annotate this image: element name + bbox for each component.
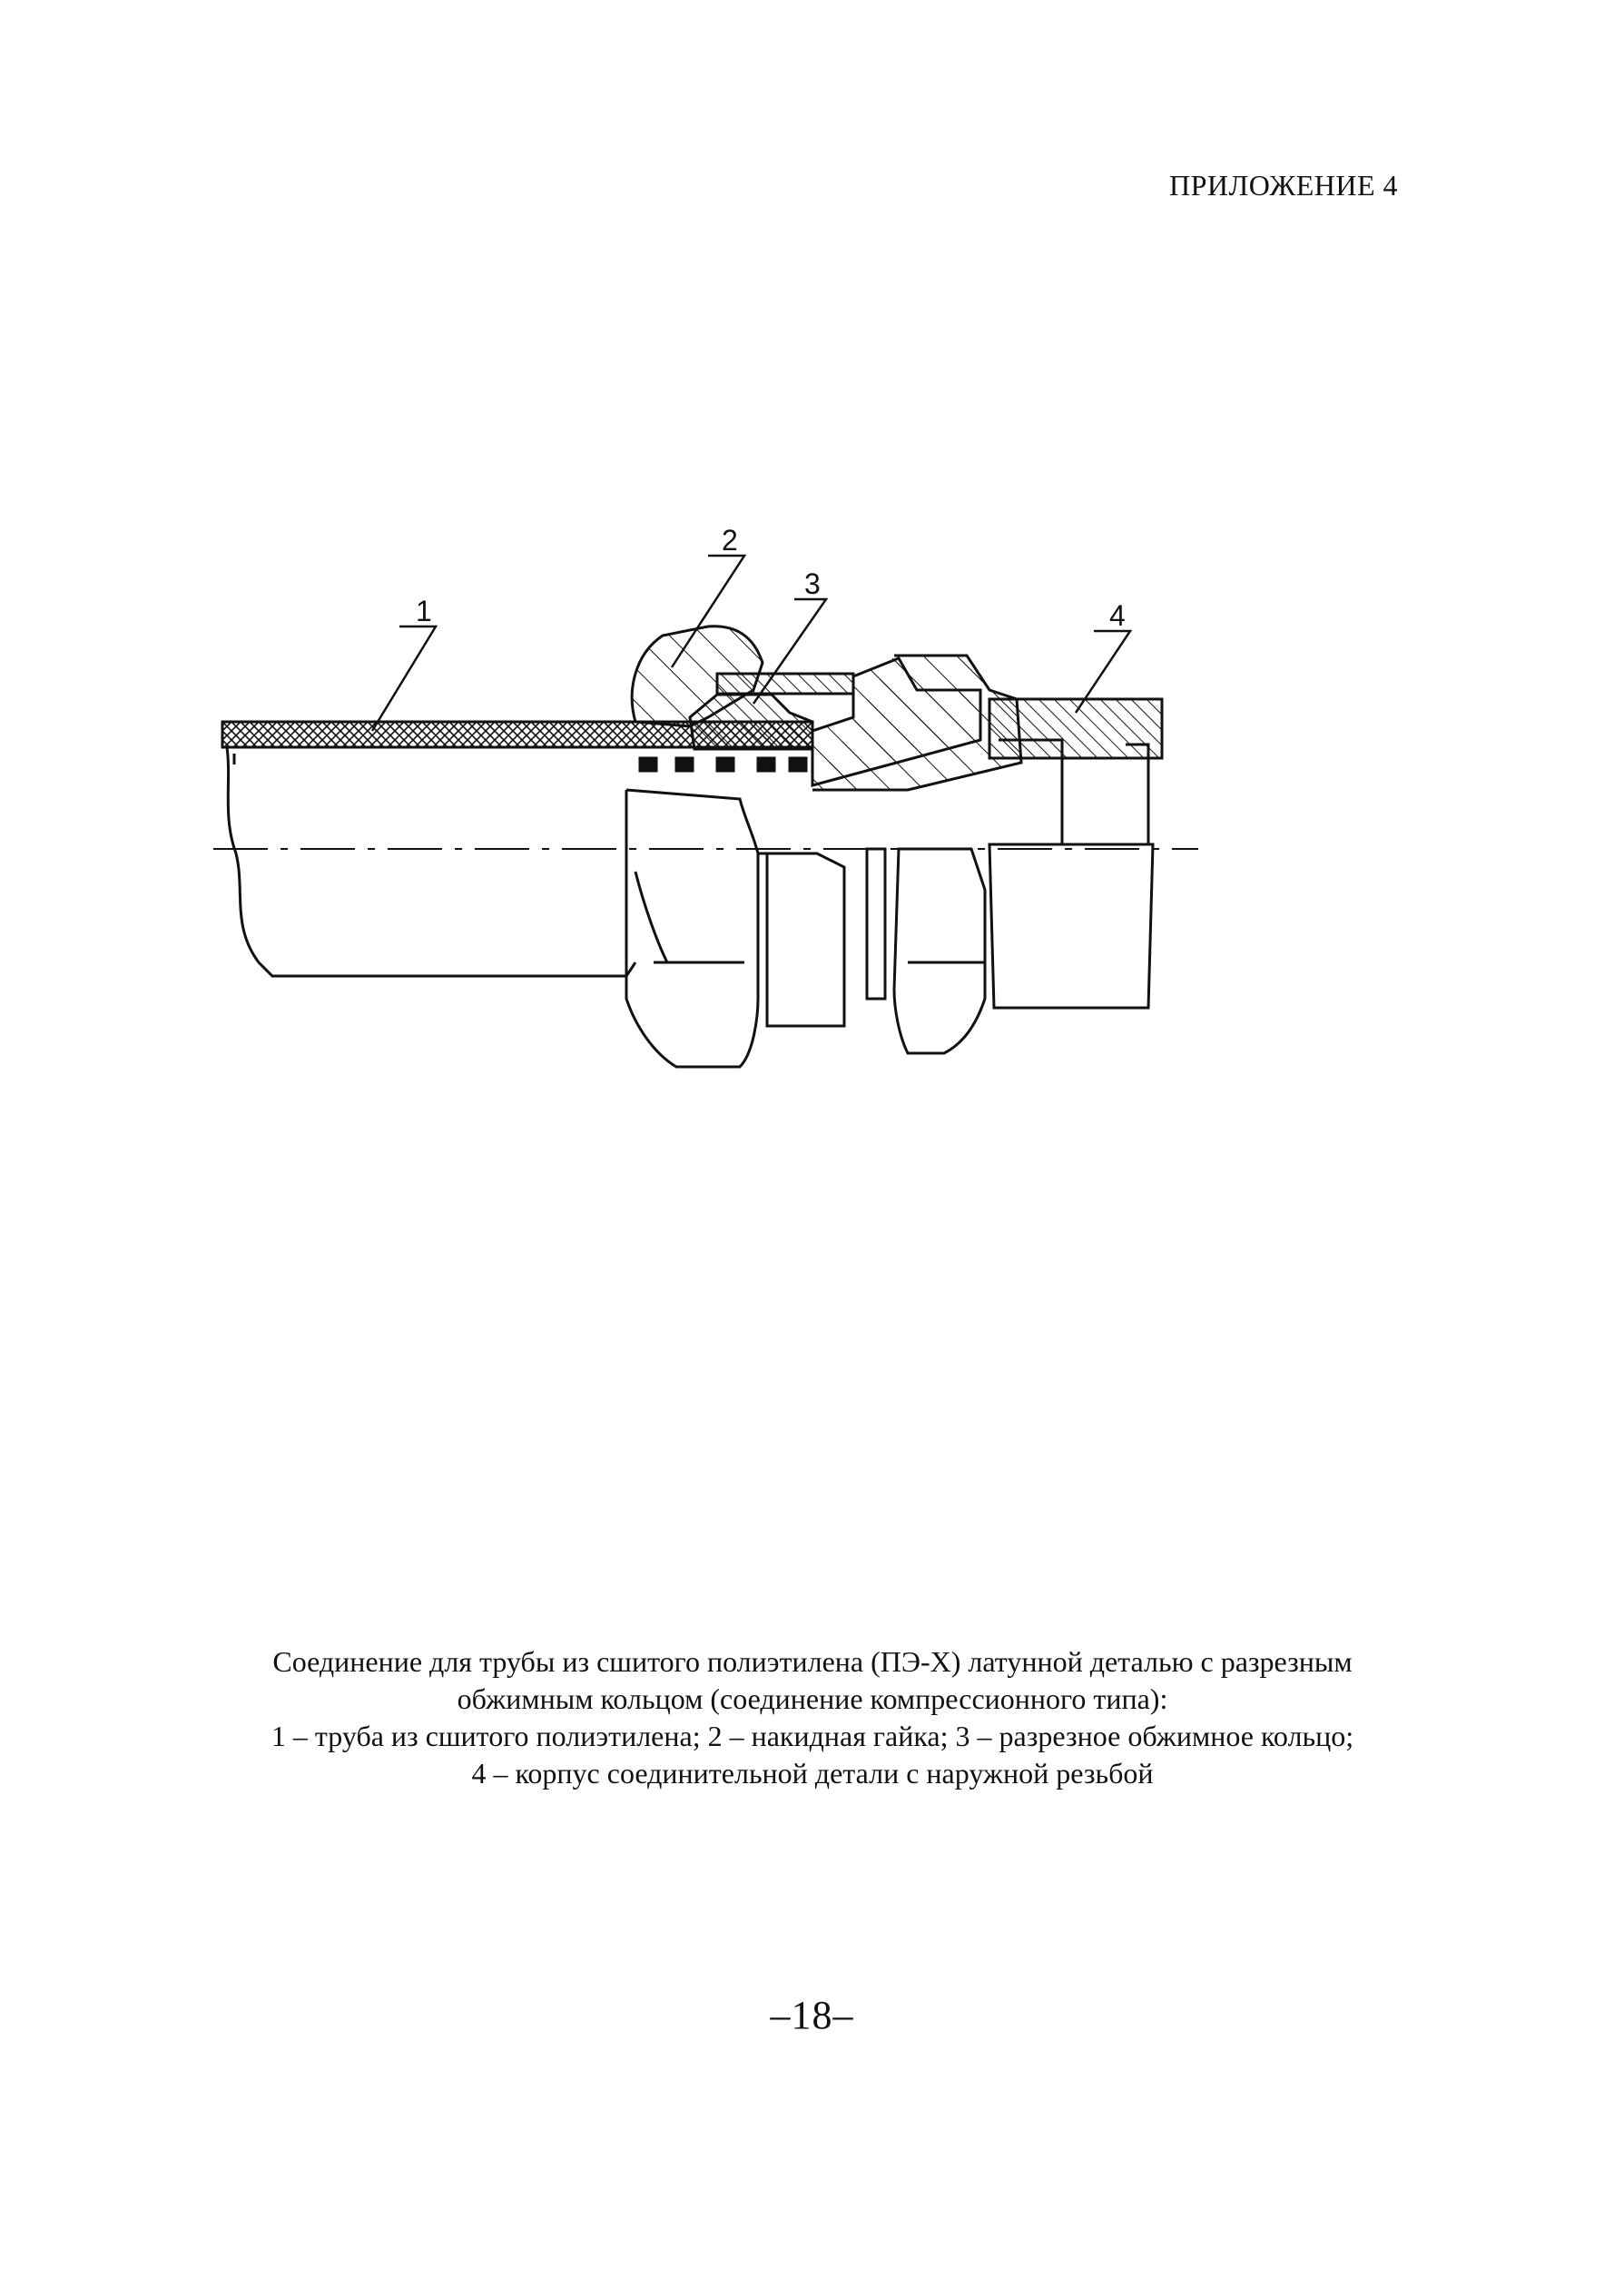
appendix-label: ПРИЛОЖЕНИЕ 4 — [1168, 169, 1398, 202]
caption-line-4: 4 – корпус соединительной детали с наружной резьбой — [471, 1757, 1154, 1790]
union-nut-hex — [626, 790, 758, 1067]
fitting-body — [758, 656, 1162, 1053]
leader-1 — [372, 626, 436, 731]
callout-1: 1 — [416, 595, 432, 627]
body-hex — [894, 849, 985, 1053]
callout-4: 4 — [1109, 599, 1126, 632]
callout-2: 2 — [722, 524, 738, 557]
caption-line-1: Соединение для трубы из сшитого полиэтилена (ПЭ-Х) латунной деталью с разрезным — [272, 1645, 1353, 1678]
figure-caption — [163, 1643, 1462, 1792]
body-collar — [758, 853, 844, 1026]
callout-3: 3 — [804, 567, 821, 600]
page-number: –18– — [770, 1993, 854, 2037]
pipe-body-outline — [227, 747, 635, 976]
caption-line-2: обжимным кольцом (соединение компрессионного типа): — [457, 1682, 1168, 1715]
body-thread-outline — [989, 844, 1153, 1008]
caption-line-3: 1 – труба из сшитого полиэтилена; 2 – накидная гайка; 3 – разрезное обжимное кольцо; — [271, 1720, 1354, 1752]
threaded-end-section — [989, 699, 1162, 758]
split-ring-section — [690, 695, 812, 749]
